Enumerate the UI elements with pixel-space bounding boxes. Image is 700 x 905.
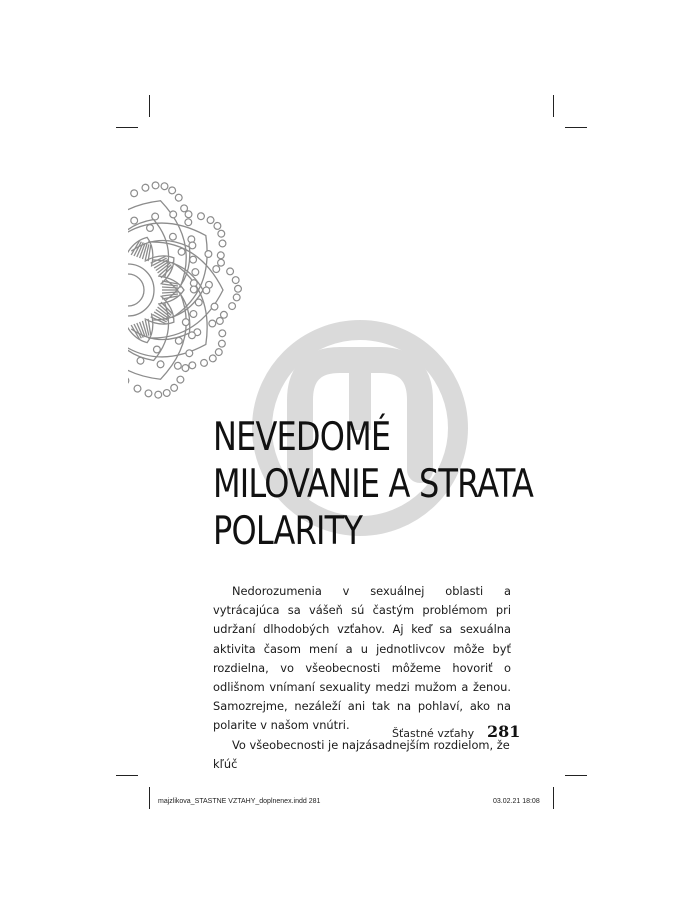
chapter-title [213, 414, 541, 555]
slug-filename: majzlikova_STASTNE VZTAHY_doplnenex.indd 281 [158, 798, 321, 805]
paragraph: Vo všeobecnosti je najzásadnejším rozdielom, že kľúč [213, 737, 510, 771]
page-number: 281 [487, 722, 521, 741]
paragraph: Nedorozumenia v sexuálnej oblasti a vytrácajúca sa vášeň sú častým problémom pri udržaní dlhodobých vzťahov. Aj keď sa sexuálna aktivita časom mení a u jednotlivcov môže byť rozdielna, vo všeobecnosti môžeme hovoriť o odlišnom vnímaní sexuality medzi mužom a ženou. Samozrejme, nezáleží ani tak na pohlaví, ako na polarite v našom vnútri. [213, 584, 511, 733]
slug-date: 03.02.21 18:08 [493, 798, 540, 805]
body-text [213, 582, 511, 774]
running-footer-title: Šťastné vzťahy [392, 727, 475, 740]
chapter-title-line-1: NEVEDOMÉ [213, 415, 391, 460]
chapter-title-line-3: POLARITY [213, 509, 363, 554]
chapter-title-line-2: MILOVANIE A STRATA [213, 462, 534, 507]
